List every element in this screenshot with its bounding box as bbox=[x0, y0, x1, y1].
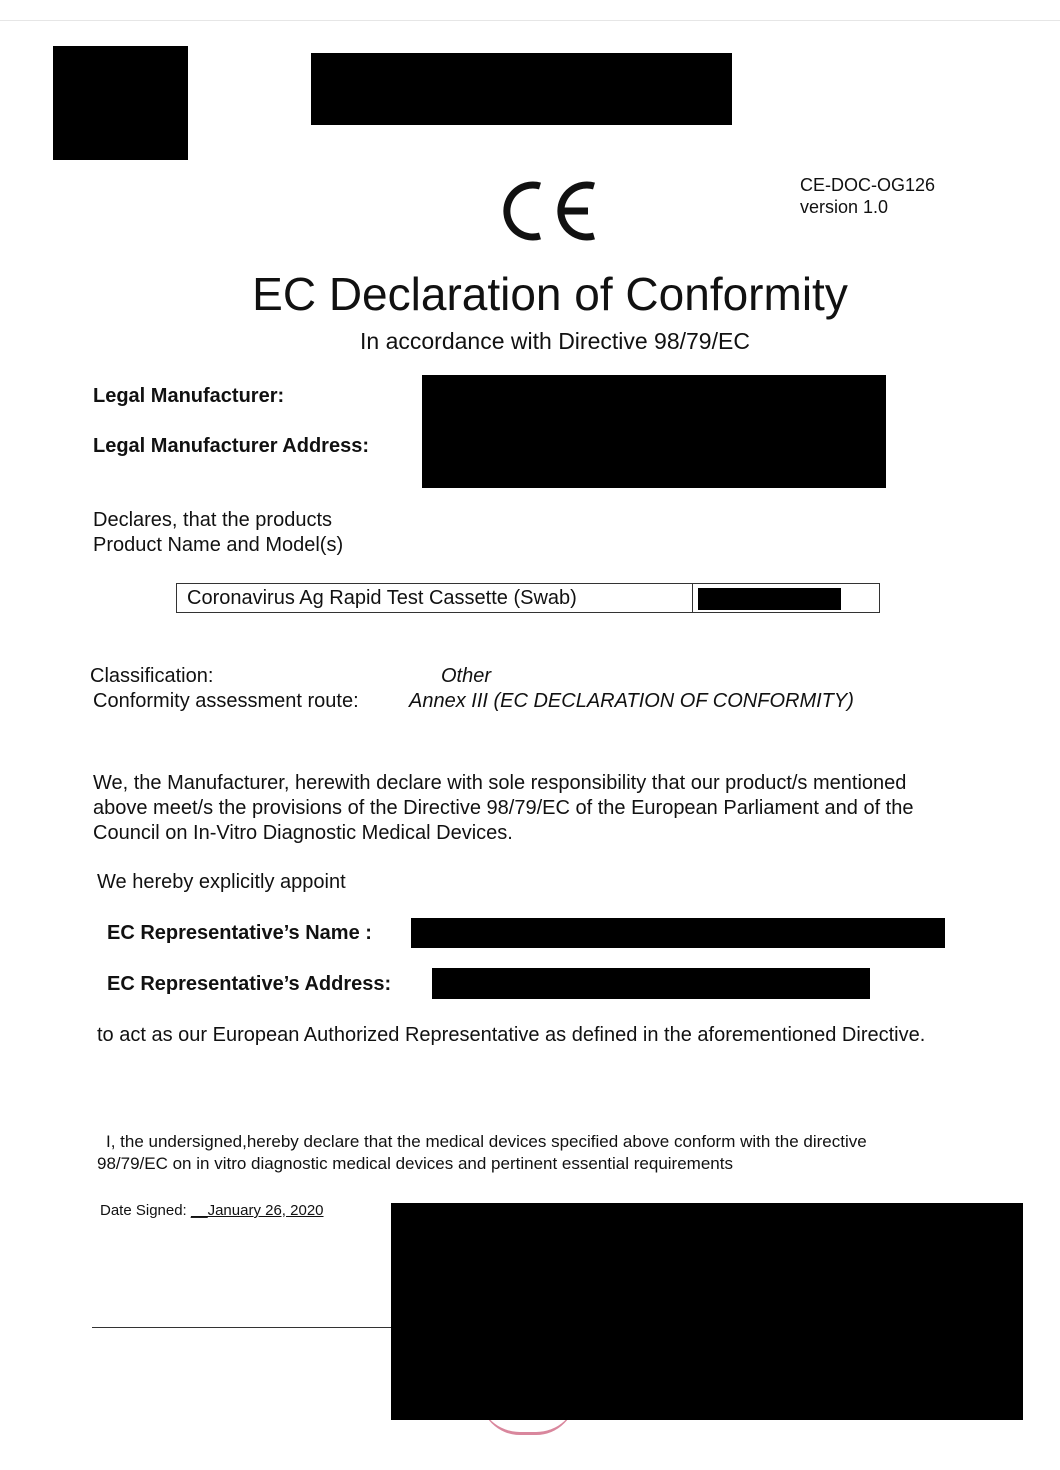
redacted-manufacturer-details bbox=[422, 375, 886, 488]
top-divider bbox=[0, 20, 1060, 21]
legal-manufacturer-label: Legal Manufacturer: bbox=[93, 385, 285, 407]
classification-label: Classification: bbox=[90, 665, 214, 687]
document-id bbox=[800, 174, 935, 218]
date-signed-value: __January 26, 2020 bbox=[190, 1202, 324, 1219]
classification-value: Other bbox=[441, 665, 492, 687]
signature-line bbox=[92, 1327, 392, 1328]
undersigned-line-2: 98/79/EC on in vitro diagnostic medical devices and pertinent essential requirements bbox=[97, 1154, 733, 1173]
assessment-route-value: Annex III (EC DECLARATION OF CONFORMITY) bbox=[409, 690, 854, 712]
page-title: EC Declaration of Conformity bbox=[252, 268, 848, 320]
rep-name-label: EC Representative’s Name : bbox=[107, 922, 372, 944]
date-signed bbox=[100, 1201, 324, 1221]
document-version: version 1.0 bbox=[800, 197, 889, 217]
page-subtitle: In accordance with Directive 98/79/EC bbox=[360, 328, 750, 354]
assessment-route-label: Conformity assessment route: bbox=[93, 690, 359, 712]
declaration-line-3: Council on In-Vitro Diagnostic Medical Devices. bbox=[93, 822, 513, 844]
undersigned-line-1: I, the undersigned,hereby declare that the medical devices specified above conform with the directive bbox=[106, 1132, 867, 1151]
redacted-rep-name bbox=[411, 918, 945, 948]
appoint-text: We hereby explicitly appoint bbox=[97, 871, 346, 893]
table-divider bbox=[692, 584, 693, 612]
document-code: CE-DOC-OG126 bbox=[800, 175, 936, 195]
redacted-product-model bbox=[698, 588, 841, 610]
legal-manufacturer-address-label: Legal Manufacturer Address: bbox=[93, 435, 369, 457]
declaration-line-1: We, the Manufacturer, herewith declare with sole responsibility that our product/s mentioned bbox=[93, 772, 907, 794]
product-table bbox=[176, 583, 880, 613]
declares-line-1: Declares, that the products bbox=[93, 509, 333, 531]
rep-address-label: EC Representative’s Address: bbox=[107, 973, 392, 995]
redacted-rep-address bbox=[432, 968, 870, 999]
redacted-company-name bbox=[311, 53, 732, 125]
ce-mark-logo bbox=[496, 178, 600, 244]
redacted-logo bbox=[53, 46, 188, 160]
date-signed-label: Date Signed: bbox=[100, 1202, 187, 1219]
product-name: Coronavirus Ag Rapid Test Cassette (Swab) bbox=[187, 587, 577, 609]
declares-line-2: Product Name and Model(s) bbox=[93, 534, 344, 556]
redacted-signature-stamp bbox=[391, 1203, 1023, 1420]
declaration-line-2: above meet/s the provisions of the Directive 98/79/EC of the European Parliament and of the bbox=[93, 797, 914, 819]
authorized-rep-text: to act as our European Authorized Representative as defined in the aforementioned Directive. bbox=[97, 1024, 926, 1046]
